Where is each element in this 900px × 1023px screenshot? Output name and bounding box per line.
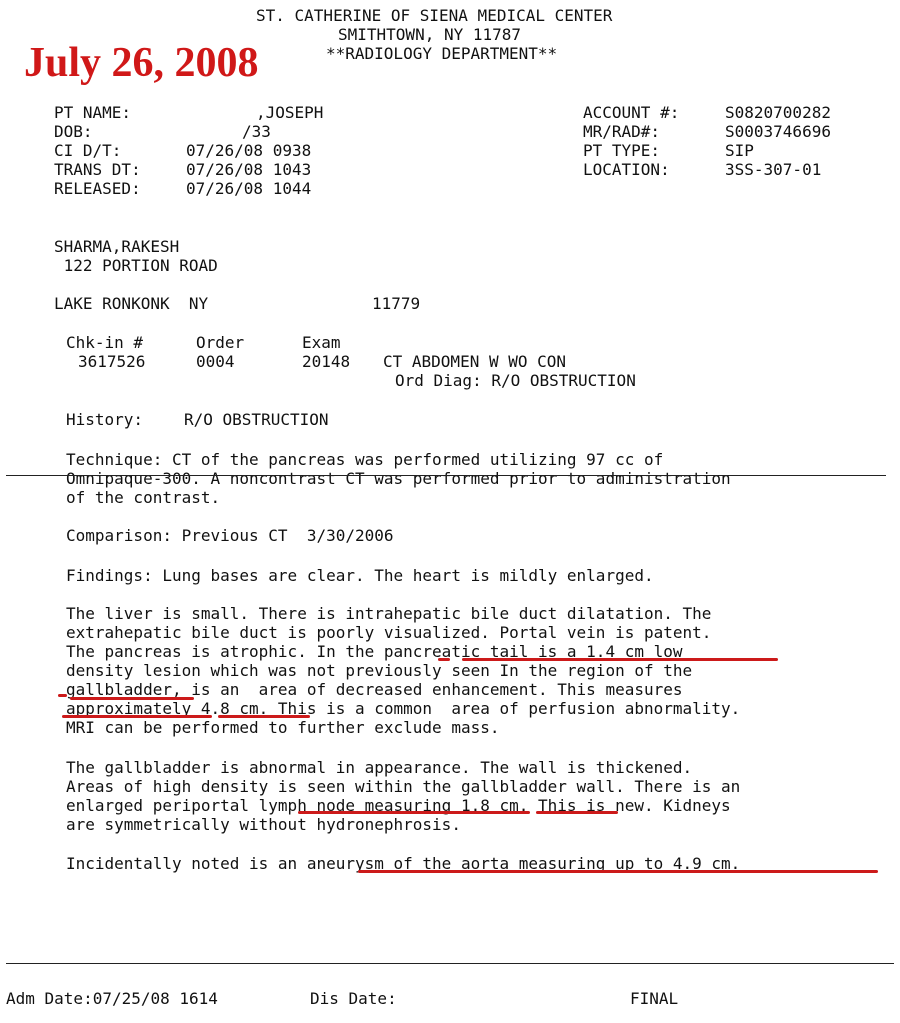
dob-label: DOB: — [54, 122, 93, 141]
mrrad-label: MR/RAD#: — [583, 122, 661, 141]
underline-approximately — [62, 715, 212, 718]
dob-value: /33 — [242, 122, 271, 141]
date-stamp: July 26, 2008 — [24, 40, 259, 86]
history-row — [66, 410, 329, 429]
order-chkin-value: 3617526 — [78, 352, 146, 371]
dob-row — [54, 122, 271, 141]
facility-name: ST. CATHERINE OF SIENA MEDICAL CENTER — [256, 6, 613, 25]
liver-line-5: gallbladder, is an area of decreased enhancement. This measures — [66, 680, 683, 699]
report-status: FINAL — [630, 989, 679, 1008]
department-name: **RADIOLOGY DEPARTMENT** — [326, 44, 558, 63]
released-value: 07/26/08 1044 — [186, 179, 312, 198]
trans-label: TRANS DT: — [54, 160, 141, 179]
footer-rule — [6, 963, 894, 964]
facility-city: SMITHTOWN, NY 11787 — [338, 25, 522, 44]
technique-line-3: of the contrast. — [66, 488, 221, 507]
order-header-exam: Exam — [302, 333, 341, 352]
underline-gallbladder — [70, 697, 194, 700]
cidt-row — [54, 141, 311, 160]
comparison-text: Comparison: Previous CT 3/30/2006 — [66, 526, 394, 545]
underline-measurement-4-8 — [218, 715, 310, 718]
cidt-label: CI D/T: — [54, 141, 122, 160]
strike-rule — [6, 475, 886, 476]
physician-city: LAKE RONKONK NY — [54, 294, 209, 313]
trans-row — [54, 160, 311, 179]
location-label: LOCATION: — [583, 160, 670, 179]
order-number-value: 0004 — [196, 352, 235, 371]
history-value: R/O OBSTRUCTION — [184, 410, 329, 429]
released-label: RELEASED: — [54, 179, 141, 198]
location-row — [583, 160, 821, 179]
pttype-label: PT TYPE: — [583, 141, 661, 160]
liver-line-7: MRI can be performed to further exclude mass. — [66, 718, 500, 737]
account-row — [583, 103, 831, 122]
exam-description: CT ABDOMEN W WO CON — [383, 352, 567, 371]
liver-line-3: The pancreas is atrophic. In the pancreatic tail is a 1.4 cm low — [66, 642, 683, 661]
physician-name: SHARMA,RAKESH — [54, 237, 180, 256]
underline-pancreatic-tail — [462, 658, 778, 661]
trans-value: 07/26/08 1043 — [186, 160, 312, 179]
ordering-diagnosis: Ord Diag: R/O OBSTRUCTION — [395, 371, 636, 390]
physician-zip: 11779 — [372, 294, 421, 313]
underline-lymph-node — [298, 811, 530, 814]
mrrad-row — [583, 122, 831, 141]
order-header-chkin: Chk-in # — [66, 333, 144, 352]
patient-name-row — [54, 103, 323, 122]
discharge-date: Dis Date: — [310, 989, 397, 1008]
history-label: History: — [66, 410, 144, 429]
account-value: S0820700282 — [725, 103, 831, 122]
pttype-value: SIP — [725, 141, 754, 160]
gallbladder-line-3: enlarged periportal lymph node measuring 1.8 cm. This is new. Kidneys — [66, 796, 731, 815]
physician-street: 122 PORTION ROAD — [54, 256, 218, 275]
findings-text: Findings: Lung bases are clear. The heart is mildly enlarged. — [66, 566, 654, 585]
liver-line-6: approximately 4.8 cm. This is a common area of perfusion abnormality. — [66, 699, 741, 718]
liver-line-4: density lesion which was not previously seen In the region of the — [66, 661, 693, 680]
cidt-value: 07/26/08 0938 — [186, 141, 312, 160]
liver-line-2: extrahepatic bile duct is poorly visualized. Portal vein is patent. — [66, 623, 712, 642]
account-label: ACCOUNT #: — [583, 103, 680, 122]
underline-aneurysm — [358, 870, 878, 873]
patient-name-value: ,JOSEPH — [256, 103, 324, 122]
gallbladder-line-2: Areas of high density is seen within the gallbladder wall. There is an — [66, 777, 741, 796]
admission-date: Adm Date:07/25/08 1614 — [6, 989, 218, 1008]
released-row — [54, 179, 311, 198]
location-value: 3SS-307-01 — [725, 160, 822, 179]
incidental-text: Incidentally noted is an aneurysm of the aorta measuring up to 4.9 cm. — [66, 854, 741, 873]
technique-line-1: Technique: CT of the pancreas was performed utilizing 97 cc of — [66, 450, 664, 469]
patient-name-label: PT NAME: — [54, 103, 132, 122]
underline-mark — [438, 658, 450, 661]
exam-code-value: 20148 — [302, 352, 351, 371]
order-header-order: Order — [196, 333, 245, 352]
mrrad-value: S0003746696 — [725, 122, 831, 141]
technique-line-2: Omnipaque-300. A noncontrast CT was performed prior to administration — [66, 469, 731, 488]
underline-mark — [58, 694, 67, 697]
gallbladder-line-1: The gallbladder is abnormal in appearance. The wall is thickened. — [66, 758, 693, 777]
liver-line-1: The liver is small. There is intrahepatic bile duct dilatation. The — [66, 604, 712, 623]
pttype-row — [583, 141, 754, 160]
gallbladder-line-4: are symmetrically without hydronephrosis. — [66, 815, 461, 834]
underline-measurement-1-8 — [536, 811, 618, 814]
